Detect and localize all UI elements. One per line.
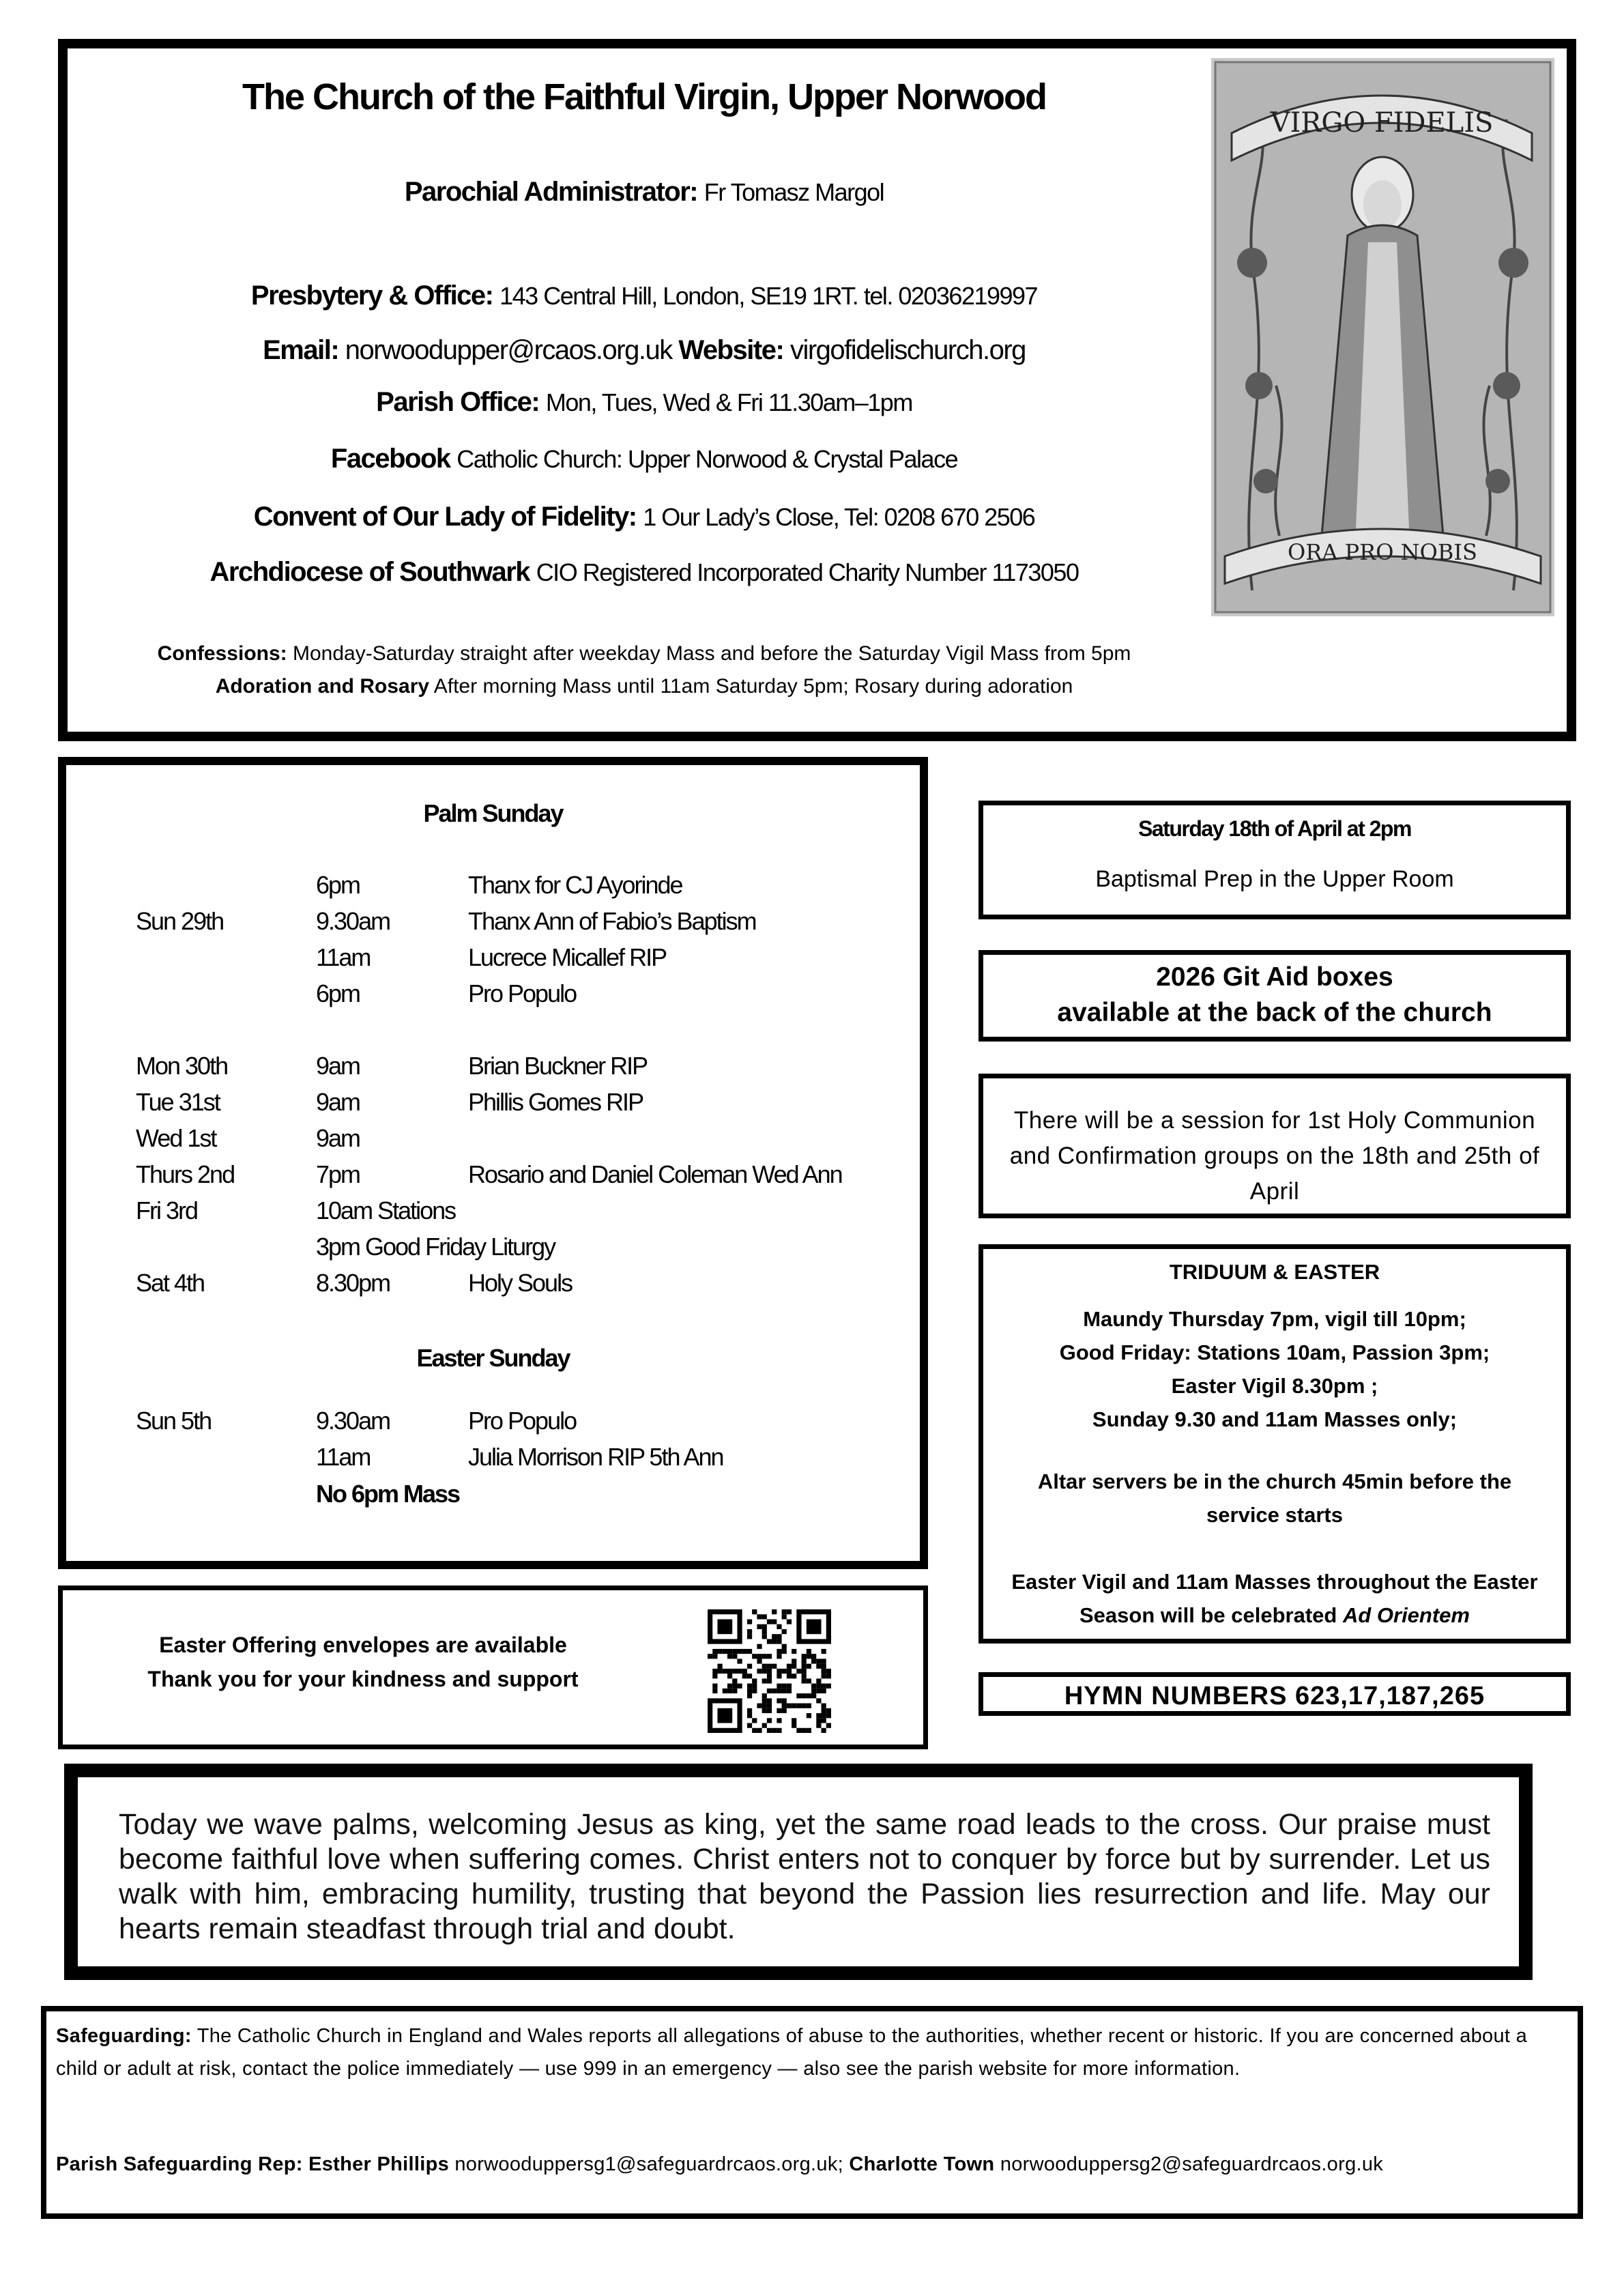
triduum-line: Easter Vigil 8.30pm ; xyxy=(1171,1374,1378,1398)
virgo-fidelis-image xyxy=(1211,58,1554,616)
heading-palm-sunday: Palm Sunday xyxy=(423,799,563,827)
schedule-day: Fri 3rd xyxy=(136,1196,198,1224)
email-link[interactable]: norwoodupper@rcaos.org.uk xyxy=(345,335,672,365)
schedule-intention: Thanx for CJ Ayorinde xyxy=(468,871,682,899)
confessions-line: Confessions: Monday-Saturday straight after weekday Mass and before the Saturday Vigil Mass from 5pm xyxy=(157,642,1131,665)
schedule-day: Thurs 2nd xyxy=(136,1160,235,1188)
altar-servers-note: Altar servers be in the church 45min before the service starts xyxy=(1037,1469,1512,1527)
schedule-time: 9.30am xyxy=(316,1407,390,1435)
schedule-intention: Thanx Ann of Fabio’s Baptism xyxy=(468,907,756,935)
schedule-time: 9am xyxy=(316,1124,360,1152)
schedule-time: 6pm xyxy=(316,979,360,1007)
rep1-email[interactable]: norwooduppersg1@safeguardrcaos.org.uk; xyxy=(454,2153,843,2175)
schedule-time: 6pm xyxy=(316,871,360,899)
schedule-day: Wed 1st xyxy=(136,1124,216,1152)
schedule-intention: Holy Souls xyxy=(468,1269,572,1297)
triduum-easter-notice xyxy=(978,1244,1571,1644)
schedule-intention: Brian Buckner RIP xyxy=(468,1052,648,1080)
administrator-line: Parochial Administrator: Fr Tomasz Margol xyxy=(404,177,884,207)
git-aid-notice xyxy=(978,950,1571,1042)
qr-code[interactable] xyxy=(708,1609,831,1733)
schedule-time: 8.30pm xyxy=(316,1269,390,1297)
schedule-time: 9am xyxy=(316,1052,360,1080)
schedule-time: 9am xyxy=(316,1088,360,1116)
triduum-line: Sunday 9.30 and 11am Masses only; xyxy=(1092,1407,1458,1431)
ad-orientem-note: Easter Vigil and 11am Masses throughout the Easter Season will be celebrated Ad Orientem xyxy=(1011,1570,1538,1627)
offering-line-1: Easter Offering envelopes are available xyxy=(159,1633,567,1657)
safeguarding-box xyxy=(41,2006,1583,2219)
safeguarding-reps: Parish Safeguarding Rep: Esther Phillips norwooduppersg1@safeguardrcaos.org.uk; Charlotte Town norwooduppersg2@safeguardrcaos.org.uk xyxy=(56,2153,1384,2175)
schedule-time: 3pm Good Friday Liturgy xyxy=(316,1233,555,1261)
heading-easter-sunday: Easter Sunday xyxy=(416,1344,570,1372)
baptism-text: Baptismal Prep in the Upper Room xyxy=(1095,866,1454,892)
rep2-email[interactable]: norwooduppersg2@safeguardrcaos.org.uk xyxy=(1000,2153,1384,2175)
schedule-day: Sat 4th xyxy=(136,1269,205,1297)
schedule-intention: Julia Morrison RIP 5th Ann xyxy=(468,1443,723,1471)
schedule-day: Tue 31st xyxy=(136,1088,220,1116)
easter-offering-box xyxy=(58,1585,928,1749)
triduum-line: Maundy Thursday 7pm, vigil till 10pm; xyxy=(1083,1307,1466,1331)
archdiocese-line: Archdiocese of Southwark CIO Registered Incorporated Charity Number 1173050 xyxy=(209,557,1079,587)
schedule-day: Sun 29th xyxy=(136,907,224,935)
hymn-numbers: HYMN NUMBERS 623,17,187,265 xyxy=(978,1672,1571,1716)
communion-session-notice xyxy=(978,1074,1571,1218)
banner-bottom-text: ORA PRO NOBIS xyxy=(1288,539,1477,565)
website-link[interactable]: virgofidelischurch.org xyxy=(789,335,1026,365)
schedule-intention: Lucrece Micallef RIP xyxy=(468,943,667,971)
email-line: Email: norwoodupper@rcaos.org.uk Website: virgofidelischurch.org xyxy=(263,335,1026,365)
gitaid-line-1: 2026 Git Aid boxes xyxy=(1156,962,1393,992)
reflection-text: Today we wave palms, welcoming Jesus as king, yet the same road leads to the cross. Our praise must become faithful love when suffering comes. Christ enters not to conquer by force but by surrender. Let us walk with him, embracing humility, trusting that beyond the Passion lies resurrection and life. May our hearts remain steadfast through trial and doubt. xyxy=(119,1808,1490,1945)
banner-top-text: VIRGO FIDELIS xyxy=(1270,107,1494,139)
triduum-line: Good Friday: Stations 10am, Passion 3pm; xyxy=(1059,1340,1490,1364)
safeguarding-text: Safeguarding: The Catholic Church in England and Wales reports all allegations of abuse to the authorities, whether recent or historic. If you are concerned about a child or adult at risk, contact the police immediately — use 999 in an emergency — also see the parish website for more information. xyxy=(56,2025,1528,2080)
schedule-intention: Pro Populo xyxy=(468,979,577,1007)
schedule-day: Mon 30th xyxy=(136,1052,228,1080)
baptism-prep-notice xyxy=(978,801,1571,919)
schedule-intention: Pro Populo xyxy=(468,1407,577,1435)
adoration-line: Adoration and Rosary After morning Mass until 11am Saturday 5pm; Rosary during adoration xyxy=(215,675,1073,698)
schedule-intention: Rosario and Daniel Coleman Wed Ann xyxy=(468,1160,842,1188)
offering-line-2: Thank you for your kindness and support xyxy=(147,1667,579,1691)
reflection-box xyxy=(64,1764,1533,1980)
office-hours-line: Parish Office: Mon, Tues, Wed & Fri 11.30am–1pm xyxy=(376,387,912,417)
schedule-time: 11am xyxy=(316,1443,371,1471)
schedule-intention: Phillis Gomes RIP xyxy=(468,1088,643,1116)
presbytery-line: Presbytery & Office: 143 Central Hill, London, SE19 1RT. tel. 02036219997 xyxy=(250,281,1038,311)
baptism-title: Saturday 18th of April at 2pm xyxy=(1138,816,1411,841)
mass-schedule xyxy=(58,757,928,1569)
schedule-day: Sun 5th xyxy=(136,1407,212,1435)
schedule-time: 10am Stations xyxy=(316,1196,456,1224)
facebook-line: Facebook Catholic Church: Upper Norwood & Crystal Palace xyxy=(330,444,958,474)
schedule-time: 9.30am xyxy=(316,907,390,935)
gitaid-line-2: available at the back of the church xyxy=(1057,998,1492,1027)
schedule-time: 11am xyxy=(316,943,371,971)
no-6pm-mass-note: No 6pm Mass xyxy=(316,1480,460,1508)
parish-header xyxy=(58,39,1576,741)
page-title: The Church of the Faithful Virgin, Upper Norwood xyxy=(242,76,1046,117)
triduum-title: TRIDUUM & EASTER xyxy=(1169,1260,1380,1284)
schedule-time: 7pm xyxy=(316,1160,360,1188)
convent-line: Convent of Our Lady of Fidelity: 1 Our Lady’s Close, Tel: 0208 670 2506 xyxy=(253,502,1035,532)
session-text: There will be a session for 1st Holy Communion and Confirmation groups on the 18th and 25th of April xyxy=(1009,1107,1540,1205)
